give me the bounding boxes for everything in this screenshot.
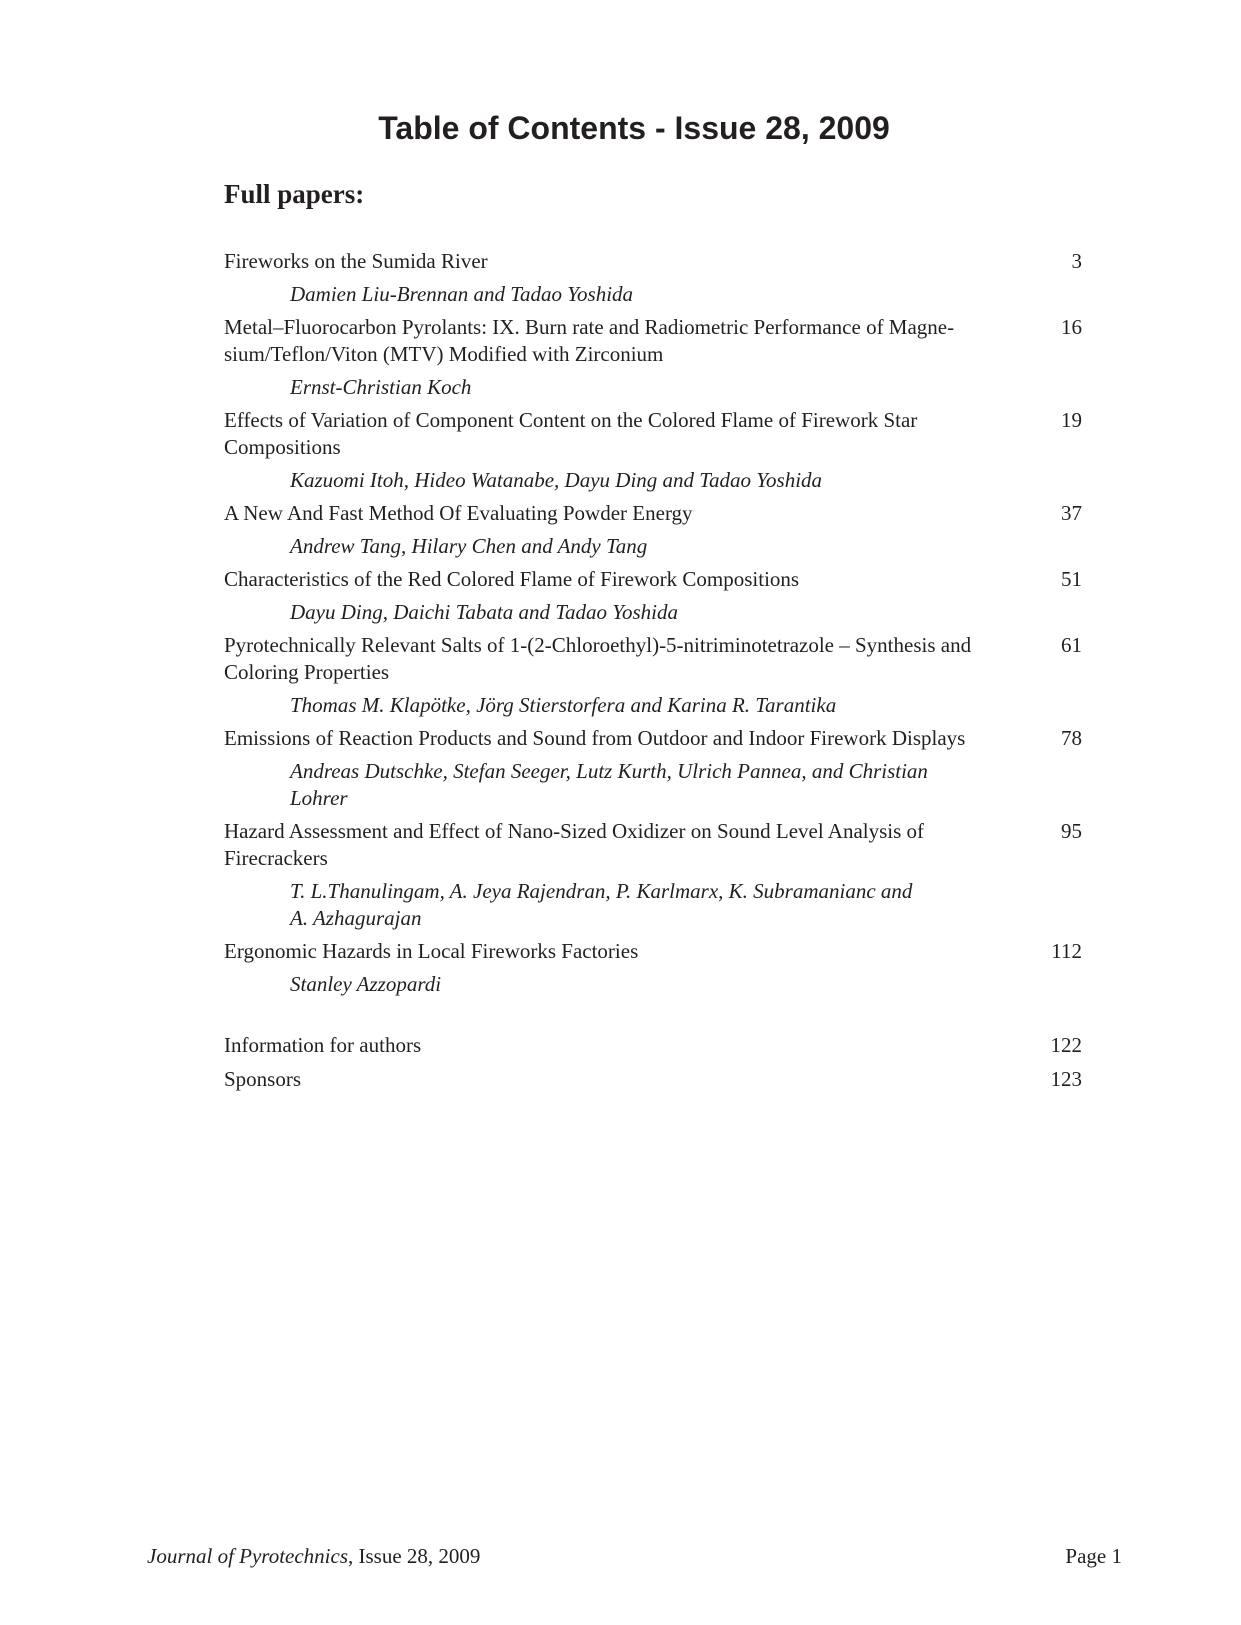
paper-authors: Stanley Azzopardi <box>290 972 442 996</box>
toc-entry <box>224 248 1082 308</box>
toc-entry <box>224 725 1082 812</box>
toc-entry <box>224 818 1082 932</box>
toc-entry <box>224 314 1082 401</box>
paper-authors: T. L.Thanulingam, A. Jeya Rajendran, P. Karlmarx, K. Subramanianc and A. Azhagurajan <box>290 879 913 930</box>
paper-authors: Andreas Dutschke, Stefan Seeger, Lutz Kurth, Ulrich Pannea, and Christian Lohrer <box>290 759 928 810</box>
section-title: Information for authors <box>224 1033 422 1057</box>
toc-entry <box>224 500 1082 560</box>
page-number: 51 <box>1061 567 1082 591</box>
page-footer <box>147 1544 1122 1569</box>
paper-title: Characteristics of the Red Colored Flame of Firework Compositions <box>224 567 800 591</box>
toc-entry <box>224 632 1082 719</box>
paper-authors: Thomas M. Klapötke, Jörg Stierstorfera and Karina R. Tarantika <box>290 693 837 717</box>
table-of-contents <box>224 248 1082 1100</box>
toc-entry-extra <box>224 1066 1082 1093</box>
paper-title: A New And Fast Method Of Evaluating Powder Energy <box>224 501 693 525</box>
toc-entry-extra <box>224 1032 1082 1059</box>
page-number: 112 <box>1051 939 1082 963</box>
section-title: Sponsors <box>224 1067 302 1091</box>
toc-entry <box>224 407 1082 494</box>
page-number: 3 <box>1071 249 1082 273</box>
page-number: 78 <box>1061 726 1082 750</box>
page-number: 16 <box>1061 315 1082 339</box>
footer-issue: , Issue 28, 2009 <box>348 1544 481 1568</box>
footer-citation <box>147 1544 480 1569</box>
paper-title: Fireworks on the Sumida River <box>224 249 488 273</box>
paper-title: Ergonomic Hazards in Local Fireworks Factories <box>224 939 639 963</box>
extra-sections <box>224 1032 1082 1093</box>
paper-authors: Andrew Tang, Hilary Chen and Andy Tang <box>290 534 648 558</box>
page-number: 37 <box>1061 501 1082 525</box>
section-heading: Full papers: <box>224 179 365 209</box>
journal-name: Journal of Pyrotechnics <box>147 1544 349 1568</box>
toc-entry <box>224 566 1082 626</box>
footer-page-number: Page 1 <box>1065 1544 1122 1568</box>
paper-title: Hazard Assessment and Effect of Nano-Sized Oxidizer on Sound Level Analysis of Firecrackers <box>224 819 925 870</box>
paper-title: Effects of Variation of Component Content on the Colored Flame of Firework Star Compositions <box>224 408 918 459</box>
paper-authors: Damien Liu-Brennan and Tadao Yoshida <box>290 282 634 306</box>
page-number: 61 <box>1061 633 1082 657</box>
page-title: Table of Contents - Issue 28, 2009 <box>378 110 890 146</box>
page-number: 123 <box>1050 1067 1082 1091</box>
paper-title: Pyrotechnically Relevant Salts of 1-(2-Chloroethyl)-5-nitriminotetrazole – Synthesis and Coloring Properties <box>224 633 972 684</box>
toc-entry <box>224 938 1082 998</box>
paper-title: Metal–Fluorocarbon Pyrolants: IX. Burn rate and Radiometric Performance of Magne-sium/Teflon/Viton (MTV) Modified with Zirconium <box>224 315 955 366</box>
paper-title: Emissions of Reaction Products and Sound from Outdoor and Indoor Firework Displays <box>224 726 966 750</box>
page-number: 122 <box>1050 1033 1082 1057</box>
paper-list <box>224 248 1082 998</box>
paper-authors: Dayu Ding, Daichi Tabata and Tadao Yoshida <box>290 600 678 624</box>
paper-authors: Ernst-Christian Koch <box>290 375 472 399</box>
page-number: 19 <box>1061 408 1082 432</box>
paper-authors: Kazuomi Itoh, Hideo Watanabe, Dayu Ding and Tadao Yoshida <box>290 468 823 492</box>
page-number: 95 <box>1061 819 1082 843</box>
